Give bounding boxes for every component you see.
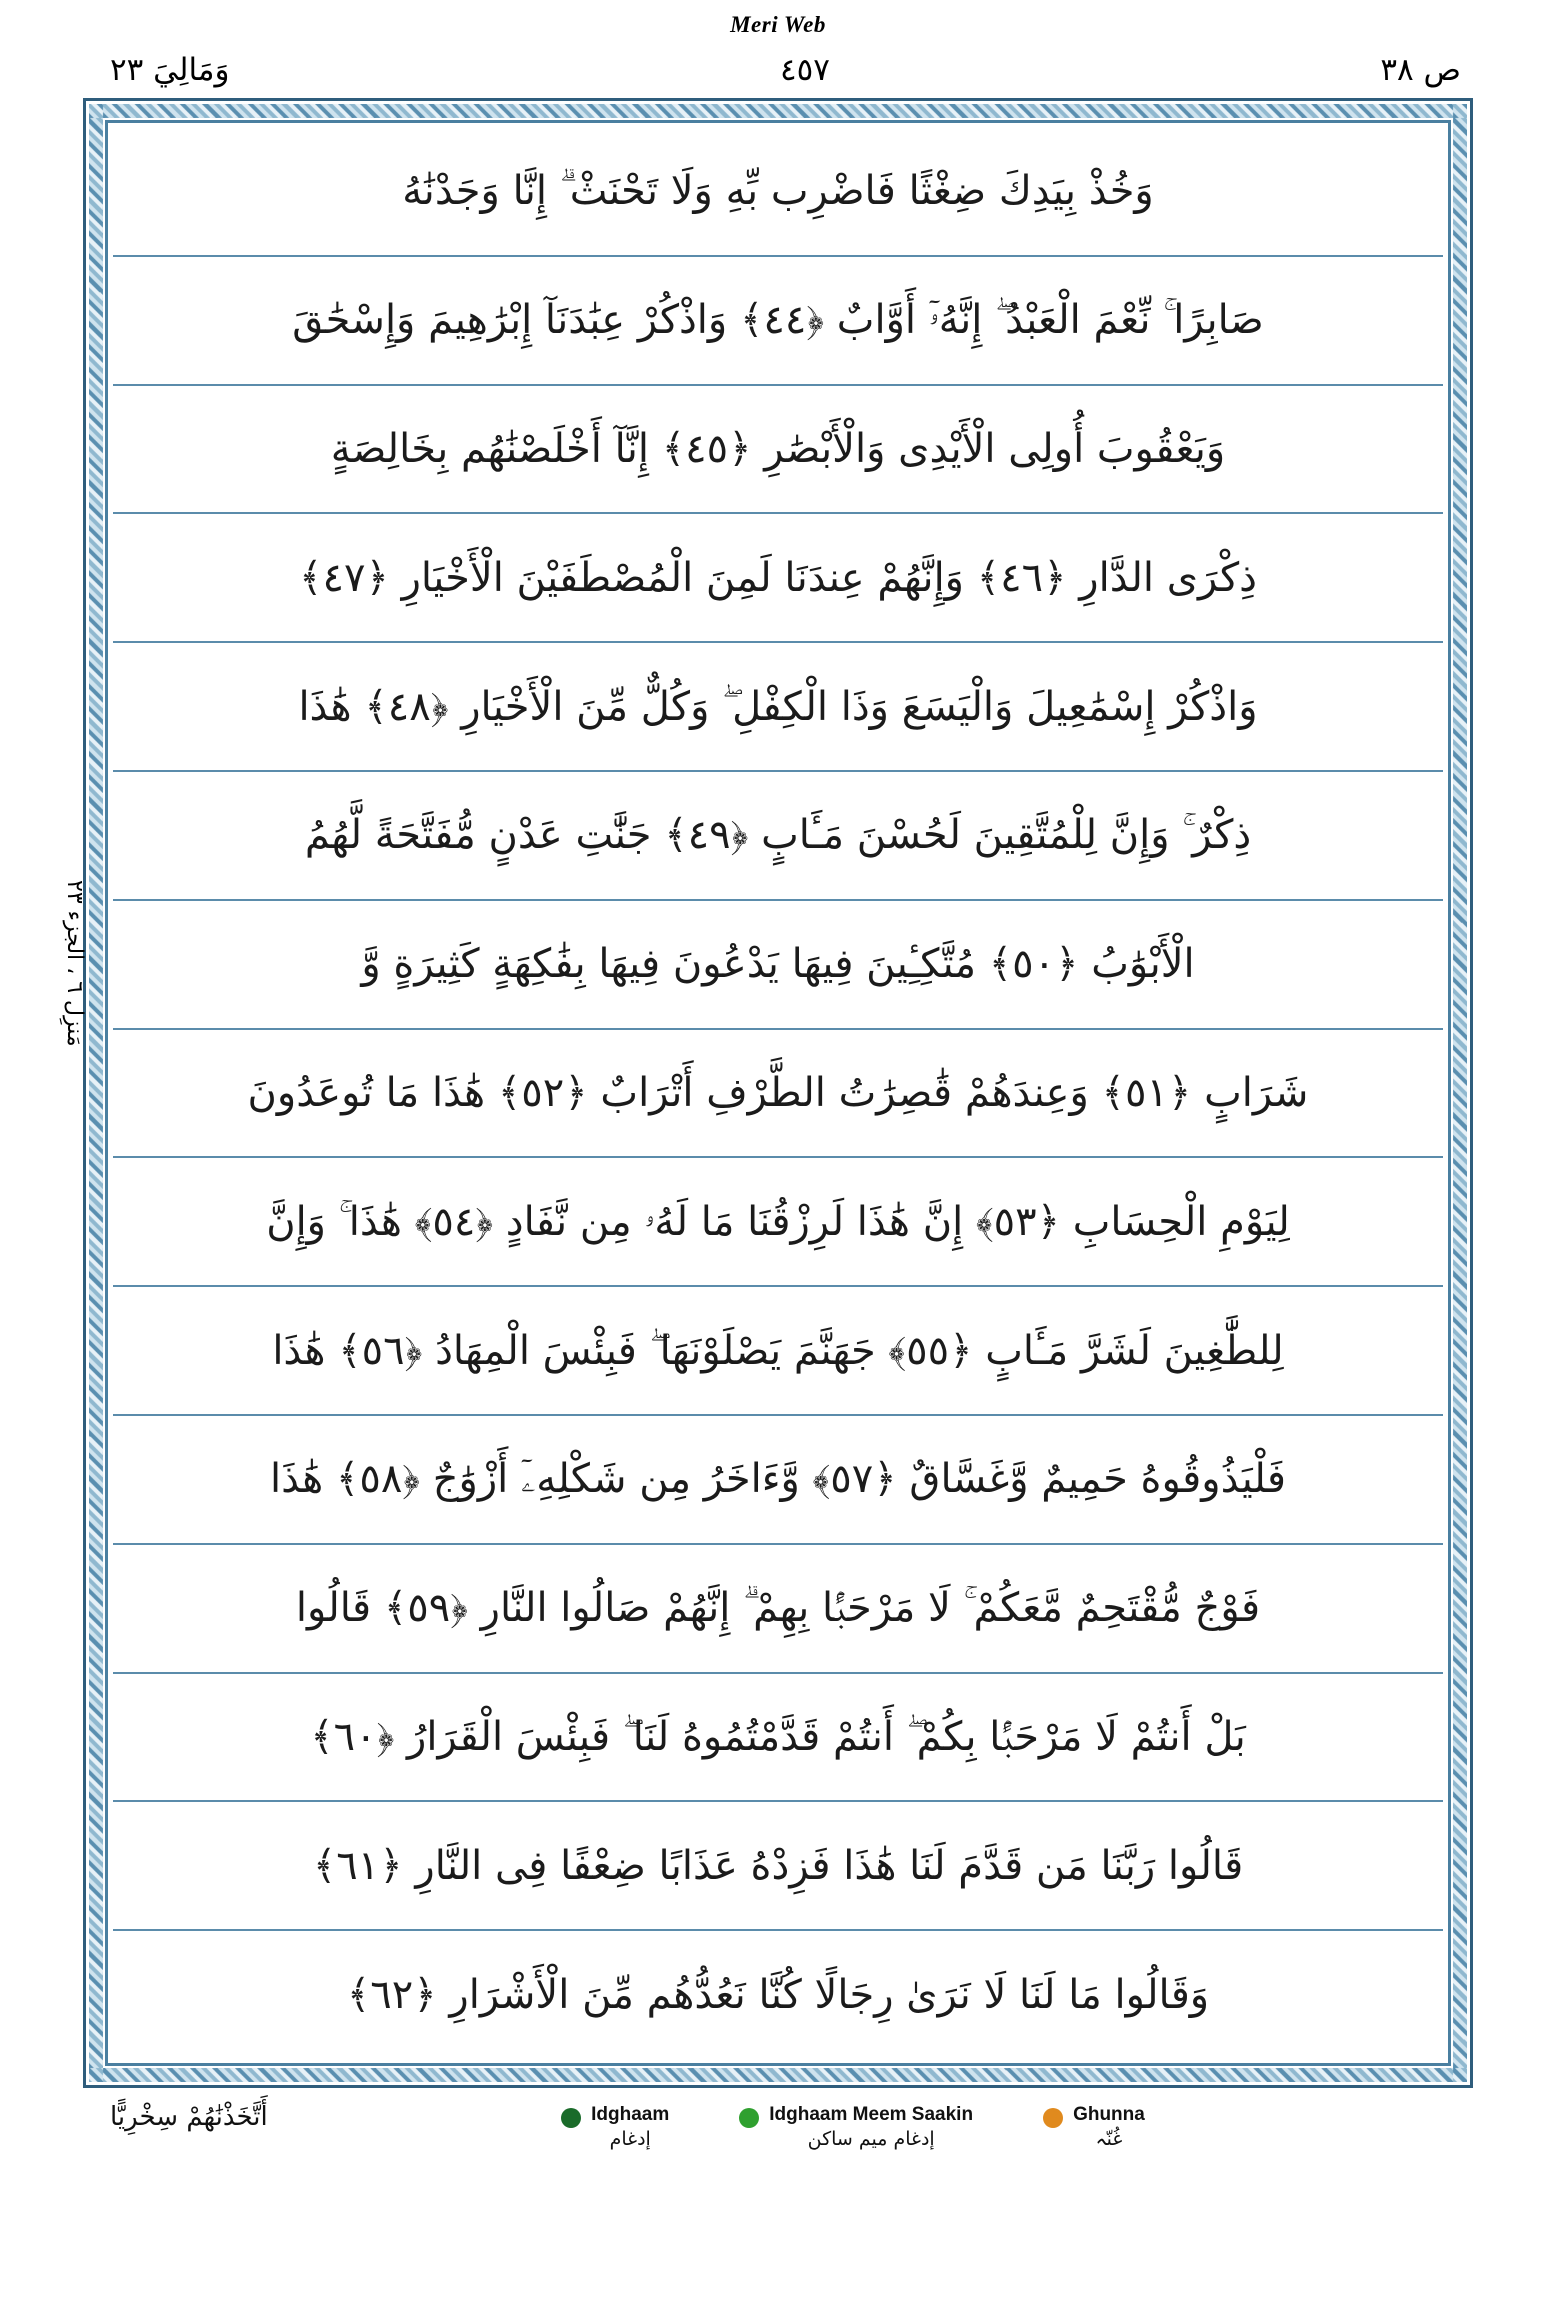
quran-line bbox=[113, 1158, 1443, 1287]
quran-line-text: شَرَابٍ ﴿٥١﴾ وَعِندَهُمْ قَٰصِرَٰتُ الطَّرْفِ أَتْرَابٌ ﴿٥٢﴾ هَٰذَا مَا تُوعَدُونَ bbox=[247, 1069, 1309, 1116]
idghaam-color-dot bbox=[561, 2108, 581, 2128]
legend-label-ur: إدغام میم ساکن bbox=[807, 2127, 935, 2150]
quran-lines bbox=[113, 128, 1443, 2058]
quran-line-text: قَالُوا رَبَّنَا مَن قَدَّمَ لَنَا هَٰذَا فَزِدْهُ عَذَابًا ضِعْفًا فِى النَّارِ ﴿٦١﴾ bbox=[312, 1842, 1244, 1889]
quran-line-text: وَخُذْ بِيَدِكَ ضِغْثًا فَاضْرِب بِّهِ وَلَا تَحْنَثْ ۗ إِنَّا وَجَدْنَٰهُ bbox=[402, 168, 1154, 215]
quran-line bbox=[113, 1931, 1443, 2058]
quran-line-text: صَابِرًا ۚ نِّعْمَ الْعَبْدُ ۖ إِنَّهُۥٓ أَوَّابٌ ﴿٤٤﴾ وَاذْكُرْ عِبَٰدَنَآ إِبْرَٰهِيمَ وَإِسْحَٰقَ bbox=[292, 297, 1264, 344]
quran-page bbox=[83, 98, 1473, 2088]
juz-marker: وَمَالِيَ ٢٣ bbox=[110, 52, 230, 88]
quran-line bbox=[113, 128, 1443, 257]
quran-line-text: لِلطَّٰغِينَ لَشَرَّ مَـَٔابٍ ﴿٥٥﴾ جَهَنَّمَ يَصْلَوْنَهَا ۖ فَبِئْسَ الْمِهَادُ ﴿٥٦﴾ هَٰذَا bbox=[272, 1327, 1284, 1374]
quran-line bbox=[113, 1287, 1443, 1416]
legend-item bbox=[739, 2104, 973, 2151]
site-title: Meri Web bbox=[730, 12, 826, 37]
ghunna-color-dot bbox=[1043, 2108, 1063, 2128]
quran-line bbox=[113, 1030, 1443, 1159]
legend-label-ur: إدغام bbox=[609, 2127, 651, 2150]
footer-continuation-text: أَتَّخَذْنَٰهُمْ سِخْرِيًّا bbox=[110, 2102, 268, 2132]
quran-line-text: وَيَعْقُوبَ أُولِى الْأَيْدِى وَالْأَبْصَٰرِ ﴿٤٥﴾ إِنَّآ أَخْلَصْنَٰهُم بِخَالِصَةٍ bbox=[330, 425, 1226, 472]
legend-label-en: Idghaam Meem Saakin bbox=[769, 2104, 974, 2125]
legend-item bbox=[561, 2104, 669, 2151]
quran-line-text: فَلْيَذُوقُوهُ حَمِيمٌ وَّغَسَّاقٌ ﴿٥٧﴾ وَّءَاخَرُ مِن شَكْلِهِۦٓ أَزْوَٰجٌ ﴿٥٨﴾ هَٰذَا bbox=[269, 1456, 1287, 1503]
quran-line-text: وَاذْكُرْ إِسْمَٰعِيلَ وَالْيَسَعَ وَذَا الْكِفْلِ ۖ وَكُلٌّ مِّنَ الْأَخْيَارِ ﴿٤٨﴾ هَٰذَا bbox=[298, 683, 1258, 730]
page-footer bbox=[0, 2088, 1556, 2161]
quran-line bbox=[113, 1416, 1443, 1545]
idghaam-meem-saakin-color-dot bbox=[739, 2108, 759, 2128]
quran-line bbox=[113, 386, 1443, 515]
quran-line-text: ذِكْرٌ ۚ وَإِنَّ لِلْمُتَّقِينَ لَحُسْنَ مَـَٔابٍ ﴿٤٩﴾ جَنَّٰتِ عَدْنٍ مُّفَتَّحَةً لَّهُمُ bbox=[304, 812, 1252, 859]
quran-line bbox=[113, 1802, 1443, 1931]
quran-line bbox=[113, 514, 1443, 643]
quran-line-text: وَقَالُوا مَا لَنَا لَا نَرَىٰ رِجَالًا كُنَّا نَعُدُّهُم مِّنَ الْأَشْرَارِ ﴿٦٢﴾ bbox=[346, 1971, 1210, 2018]
quran-line bbox=[113, 1674, 1443, 1803]
legend-label-en: Idghaam bbox=[591, 2104, 670, 2125]
legend-label-ur: غُنّہ bbox=[1095, 2127, 1123, 2150]
surah-page-marker: ص ٣٨ bbox=[1380, 52, 1461, 88]
page-number: ٤٥٧ bbox=[779, 52, 830, 88]
quran-line bbox=[113, 643, 1443, 772]
page-header bbox=[0, 38, 1556, 88]
quran-line bbox=[113, 1545, 1443, 1674]
quran-line bbox=[113, 257, 1443, 386]
quran-line bbox=[113, 901, 1443, 1030]
legend-label-en: Ghunna bbox=[1073, 2104, 1145, 2125]
quran-line-text: فَوْجٌ مُّقْتَحِمٌ مَّعَكُمْ ۚ لَا مَرْحَبًۢا بِهِمْ ۗ إِنَّهُمْ صَالُوا النَّارِ ﴿٥٩﴾ قَالُوا bbox=[295, 1585, 1261, 1632]
quran-line-text: ذِكْرَى الدَّارِ ﴿٤٦﴾ وَإِنَّهُمْ عِندَنَا لَمِنَ الْمُصْطَفَيْنَ الْأَخْيَارِ ﴿٤٧﴾ bbox=[299, 554, 1257, 601]
quran-line bbox=[113, 772, 1443, 901]
quran-line-text: بَلْ أَنتُمْ لَا مَرْحَبًۢا بِكُمْ ۖ أَنتُمْ قَدَّمْتُمُوهُ لَنَا ۖ فَبِئْسَ الْقَرَارُ ﴿٦٠﴾ bbox=[310, 1713, 1246, 1760]
legend-item bbox=[1043, 2104, 1145, 2151]
quran-line-text: الْأَبْوَٰبُ ﴿٥٠﴾ مُتَّكِـِٔينَ فِيهَا يَدْعُونَ فِيهَا بِفَٰكِهَةٍ كَثِيرَةٍ وَّ bbox=[361, 941, 1195, 988]
quran-line-text: لِيَوْمِ الْحِسَابِ ﴿٥٣﴾ إِنَّ هَٰذَا لَرِزْقُنَا مَا لَهُۥ مِن نَّفَادٍ ﴿٥٤﴾ هَٰذَا ۚ وَإِنَّ bbox=[266, 1198, 1290, 1245]
manzil-juz-side-marker: مَنزِل ٦ ، الجزء ٢٣ bbox=[62, 880, 87, 1047]
